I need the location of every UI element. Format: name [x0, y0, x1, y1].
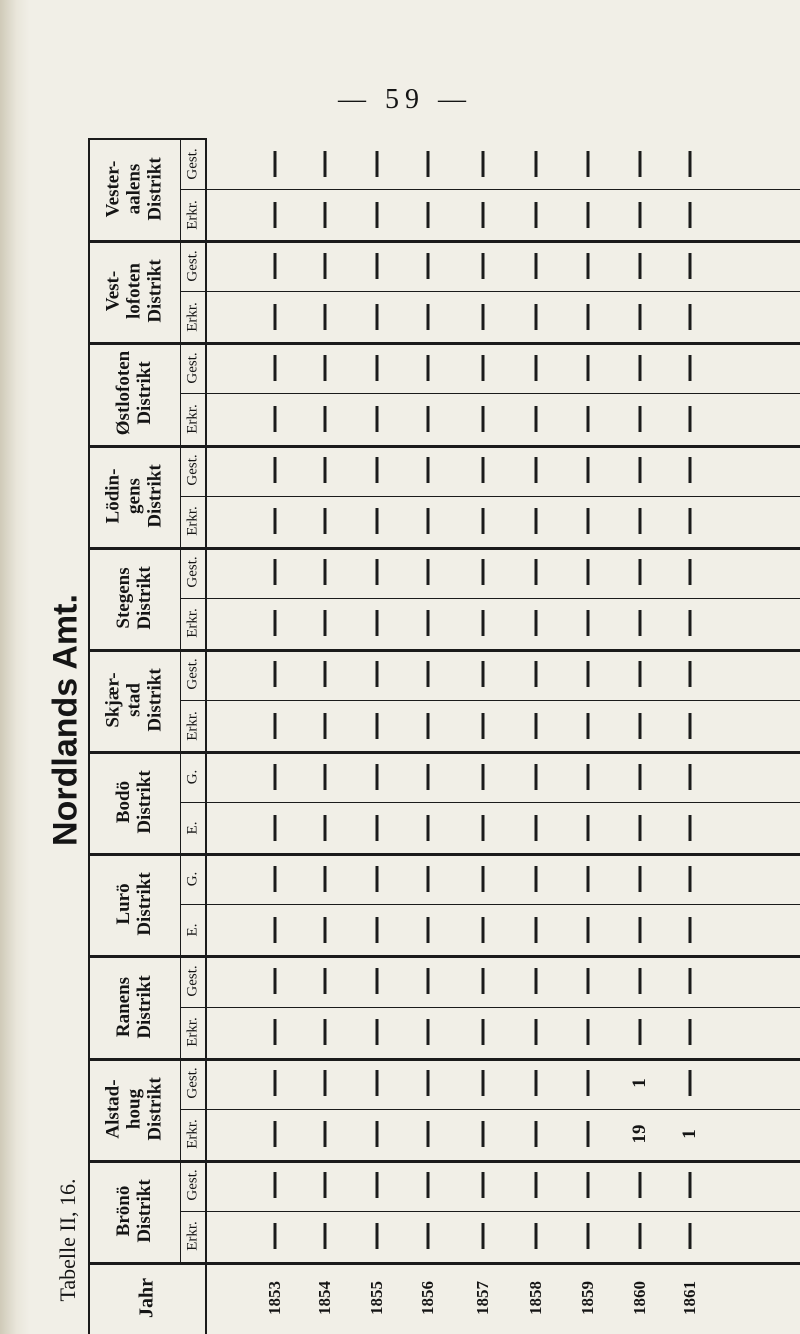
erkr-label: Erkr.: [184, 1221, 200, 1252]
empty-cell-dash: [274, 917, 277, 943]
empty-cell-dash: [535, 1070, 538, 1096]
empty-cell-dash: [587, 968, 590, 994]
subrow-divider: [180, 291, 800, 292]
subrow-divider: [180, 1109, 800, 1110]
empty-cell-dash: [535, 1019, 538, 1045]
empty-cell-dash: [324, 406, 327, 432]
empty-cell-dash: [324, 1019, 327, 1045]
district-name: Østlofoten Distrikt: [113, 351, 155, 436]
empty-cell-dash: [689, 406, 692, 432]
empty-cell-dash: [376, 508, 379, 534]
gest-label: Gest.: [184, 1169, 200, 1201]
empty-cell-dash: [324, 917, 327, 943]
empty-cell-dash: [535, 202, 538, 228]
empty-cell-dash: [274, 610, 277, 636]
empty-cell-dash: [689, 304, 692, 330]
empty-cell-dash: [376, 457, 379, 483]
empty-cell-dash: [639, 202, 642, 228]
empty-cell-dash: [535, 559, 538, 585]
erkr-label: Erkr.: [184, 710, 200, 741]
empty-cell-dash: [587, 304, 590, 330]
table-cell: 1: [629, 1078, 650, 1088]
empty-cell-dash: [376, 866, 379, 892]
empty-cell-dash: [324, 815, 327, 841]
empty-cell-dash: [427, 1223, 430, 1249]
empty-cell-dash: [274, 1070, 277, 1096]
empty-cell-dash: [639, 815, 642, 841]
district-divider: [88, 445, 800, 448]
empty-cell-dash: [587, 1121, 590, 1147]
empty-cell-dash: [376, 968, 379, 994]
empty-cell-dash: [587, 1070, 590, 1096]
empty-cell-dash: [689, 151, 692, 177]
empty-cell-dash: [324, 355, 327, 381]
empty-cell-dash: [274, 1172, 277, 1198]
empty-cell-dash: [689, 661, 692, 687]
district-divider: [88, 1058, 800, 1061]
empty-cell-dash: [274, 355, 277, 381]
empty-cell-dash: [689, 866, 692, 892]
empty-cell-dash: [274, 1121, 277, 1147]
empty-cell-dash: [274, 457, 277, 483]
empty-cell-dash: [535, 917, 538, 943]
gest-label: Gest.: [184, 454, 200, 486]
empty-cell-dash: [274, 253, 277, 279]
empty-cell-dash: [376, 815, 379, 841]
empty-cell-dash: [324, 457, 327, 483]
gest-label: Gest.: [184, 556, 200, 588]
empty-cell-dash: [427, 815, 430, 841]
empty-cell-dash: [639, 713, 642, 739]
empty-cell-dash: [639, 559, 642, 585]
empty-cell-dash: [535, 713, 538, 739]
empty-cell-dash: [427, 866, 430, 892]
empty-cell-dash: [689, 610, 692, 636]
year-label: 1860: [630, 1281, 649, 1315]
empty-cell-dash: [535, 508, 538, 534]
subrow-divider: [180, 598, 800, 599]
empty-cell-dash: [482, 610, 485, 636]
empty-cell-dash: [376, 917, 379, 943]
empty-cell-dash: [376, 713, 379, 739]
empty-cell-dash: [427, 713, 430, 739]
erkr-label: Erkr.: [184, 404, 200, 434]
empty-cell-dash: [376, 304, 379, 330]
empty-cell-dash: [274, 559, 277, 585]
erkr-label: Erkr.: [184, 506, 200, 536]
empty-cell-dash: [274, 968, 277, 994]
empty-cell-dash: [587, 508, 590, 534]
empty-cell-dash: [376, 202, 379, 228]
empty-cell-dash: [689, 713, 692, 739]
gest-label: Gest.: [184, 1067, 200, 1099]
empty-cell-dash: [639, 661, 642, 687]
empty-cell-dash: [639, 304, 642, 330]
empty-cell-dash: [376, 764, 379, 790]
empty-cell-dash: [376, 355, 379, 381]
empty-cell-dash: [482, 1223, 485, 1249]
empty-cell-dash: [535, 355, 538, 381]
erkr-label: Erkr.: [184, 608, 200, 639]
empty-cell-dash: [427, 661, 430, 687]
year-label: 1858: [526, 1281, 545, 1315]
empty-cell-dash: [274, 661, 277, 687]
empty-cell-dash: [324, 508, 327, 534]
empty-cell-dash: [427, 1172, 430, 1198]
empty-cell-dash: [274, 1019, 277, 1045]
jahr-label: Jahr: [135, 1278, 157, 1318]
empty-cell-dash: [535, 815, 538, 841]
district-name: Vest- lofoten Distrikt: [102, 259, 166, 323]
empty-cell-dash: [482, 764, 485, 790]
empty-cell-dash: [324, 610, 327, 636]
empty-cell-dash: [587, 815, 590, 841]
empty-cell-dash: [376, 559, 379, 585]
empty-cell-dash: [376, 151, 379, 177]
empty-cell-dash: [639, 151, 642, 177]
subrow-divider: [180, 700, 800, 701]
district-name: Vester- aalens Distrikt: [102, 157, 166, 221]
empty-cell-dash: [689, 968, 692, 994]
empty-cell-dash: [639, 1223, 642, 1249]
empty-cell-dash: [324, 1223, 327, 1249]
gest-label: G.: [184, 871, 200, 887]
empty-cell-dash: [587, 764, 590, 790]
district-divider: [88, 547, 800, 550]
empty-cell-dash: [535, 406, 538, 432]
empty-cell-dash: [482, 866, 485, 892]
table-left-border: [88, 138, 90, 1334]
empty-cell-dash: [535, 764, 538, 790]
empty-cell-dash: [587, 355, 590, 381]
district-divider: [88, 955, 800, 958]
empty-cell-dash: [482, 815, 485, 841]
district-divider: [88, 751, 800, 754]
empty-cell-dash: [689, 355, 692, 381]
empty-cell-dash: [482, 1121, 485, 1147]
empty-cell-dash: [427, 151, 430, 177]
district-divider: [88, 240, 800, 243]
subrow-divider: [180, 802, 800, 803]
empty-cell-dash: [482, 304, 485, 330]
subrow-divider: [180, 189, 800, 190]
empty-cell-dash: [427, 355, 430, 381]
empty-cell-dash: [324, 661, 327, 687]
empty-cell-dash: [482, 253, 485, 279]
empty-cell-dash: [587, 406, 590, 432]
gest-label: Gest.: [184, 658, 200, 691]
district-name: Bodö Distrikt: [113, 770, 155, 834]
empty-cell-dash: [376, 1223, 379, 1249]
erkr-label: Erkr.: [184, 199, 200, 230]
empty-cell-dash: [376, 661, 379, 687]
empty-cell-dash: [427, 253, 430, 279]
empty-cell-dash: [689, 917, 692, 943]
empty-cell-dash: [587, 202, 590, 228]
district-name: Lurö Distrikt: [113, 872, 155, 937]
empty-cell-dash: [324, 253, 327, 279]
empty-cell-dash: [324, 1121, 327, 1147]
empty-cell-dash: [427, 304, 430, 330]
empty-cell-dash: [587, 1019, 590, 1045]
gest-label: Gest.: [184, 352, 200, 384]
empty-cell-dash: [482, 917, 485, 943]
empty-cell-dash: [639, 253, 642, 279]
year-label: 1853: [265, 1281, 284, 1315]
empty-cell-dash: [535, 304, 538, 330]
empty-cell-dash: [587, 1223, 590, 1249]
erkr-label: Erkr.: [184, 1119, 200, 1150]
district-divider: [88, 342, 800, 345]
erkr-label: Erkr.: [184, 302, 200, 332]
scan-edge: [0, 0, 30, 1334]
empty-cell-dash: [689, 457, 692, 483]
district-name: Alstad- houg Distrikt: [102, 1077, 166, 1141]
empty-cell-dash: [689, 815, 692, 841]
empty-cell-dash: [535, 866, 538, 892]
district-divider: [88, 853, 800, 856]
gest-label: G.: [184, 769, 200, 784]
empty-cell-dash: [482, 968, 485, 994]
empty-cell-dash: [324, 713, 327, 739]
empty-cell-dash: [274, 713, 277, 739]
empty-cell-dash: [427, 917, 430, 943]
empty-cell-dash: [324, 151, 327, 177]
empty-cell-dash: [427, 968, 430, 994]
empty-cell-dash: [324, 1172, 327, 1198]
empty-cell-dash: [427, 508, 430, 534]
district-divider: [88, 1160, 800, 1163]
empty-cell-dash: [324, 764, 327, 790]
empty-cell-dash: [689, 764, 692, 790]
empty-cell-dash: [427, 1121, 430, 1147]
empty-cell-dash: [376, 1121, 379, 1147]
district-name: Ranens Distrikt: [113, 974, 155, 1039]
empty-cell-dash: [535, 610, 538, 636]
year-label: 1856: [418, 1281, 437, 1315]
empty-cell-dash: [274, 815, 277, 841]
year-label: 1859: [578, 1281, 597, 1315]
empty-cell-dash: [482, 355, 485, 381]
district-name: Brönö Distrikt: [113, 1179, 155, 1243]
empty-cell-dash: [324, 866, 327, 892]
district-name: Lödin- gens Distrikt: [102, 463, 166, 528]
empty-cell-dash: [587, 253, 590, 279]
amt-title: Nordlands Amt.: [46, 594, 85, 846]
empty-cell-dash: [639, 866, 642, 892]
empty-cell-dash: [274, 764, 277, 790]
empty-cell-dash: [535, 253, 538, 279]
empty-cell-dash: [376, 610, 379, 636]
empty-cell-dash: [639, 457, 642, 483]
table-cell: 19: [629, 1124, 650, 1144]
district-divider: [88, 649, 800, 652]
empty-cell-dash: [689, 1223, 692, 1249]
empty-cell-dash: [639, 508, 642, 534]
empty-cell-dash: [689, 508, 692, 534]
empty-cell-dash: [587, 917, 590, 943]
empty-cell-dash: [376, 1172, 379, 1198]
empty-cell-dash: [639, 406, 642, 432]
empty-cell-dash: [427, 610, 430, 636]
empty-cell-dash: [274, 406, 277, 432]
empty-cell-dash: [274, 151, 277, 177]
empty-cell-dash: [482, 559, 485, 585]
empty-cell-dash: [587, 151, 590, 177]
gest-label: Gest.: [184, 250, 200, 282]
empty-cell-dash: [639, 1172, 642, 1198]
empty-cell-dash: [482, 1019, 485, 1045]
empty-cell-dash: [427, 559, 430, 585]
district-name: Stegens Distrikt: [113, 566, 155, 630]
jahr-row-border: [88, 1262, 800, 1265]
empty-cell-dash: [535, 661, 538, 687]
empty-cell-dash: [689, 1172, 692, 1198]
empty-cell-dash: [639, 610, 642, 636]
gest-label: Gest.: [184, 147, 200, 180]
empty-cell-dash: [587, 661, 590, 687]
empty-cell-dash: [587, 713, 590, 739]
empty-cell-dash: [427, 1019, 430, 1045]
empty-cell-dash: [376, 406, 379, 432]
empty-cell-dash: [482, 457, 485, 483]
table-reference: Tabelle II, 16.: [55, 1178, 80, 1302]
empty-cell-dash: [689, 1070, 692, 1096]
year-label: 1854: [315, 1281, 334, 1315]
empty-cell-dash: [324, 968, 327, 994]
gest-label: Gest.: [184, 965, 200, 997]
empty-cell-dash: [587, 1172, 590, 1198]
erkr-label: Erkr.: [184, 1017, 200, 1047]
empty-cell-dash: [324, 304, 327, 330]
empty-cell-dash: [535, 1223, 538, 1249]
empty-cell-dash: [427, 1070, 430, 1096]
empty-cell-dash: [274, 202, 277, 228]
empty-cell-dash: [639, 968, 642, 994]
year-label: 1861: [680, 1281, 699, 1315]
empty-cell-dash: [639, 917, 642, 943]
empty-cell-dash: [376, 1019, 379, 1045]
district-name: Skjær- stad Distrikt: [102, 668, 166, 732]
subrow-divider: [180, 1007, 800, 1008]
empty-cell-dash: [639, 764, 642, 790]
empty-cell-dash: [689, 202, 692, 228]
empty-cell-dash: [689, 559, 692, 585]
empty-cell-dash: [274, 1223, 277, 1249]
subrow-divider: [180, 496, 800, 497]
subrow-divider: [180, 1211, 800, 1212]
empty-cell-dash: [324, 559, 327, 585]
empty-cell-dash: [274, 866, 277, 892]
empty-cell-dash: [587, 610, 590, 636]
empty-cell-dash: [587, 457, 590, 483]
erkr-label: E.: [184, 923, 200, 937]
empty-cell-dash: [482, 1172, 485, 1198]
subrow-divider: [180, 393, 800, 394]
empty-cell-dash: [427, 457, 430, 483]
empty-cell-dash: [535, 1121, 538, 1147]
year-label: 1857: [473, 1281, 492, 1315]
table-top-border: [88, 138, 205, 140]
empty-cell-dash: [482, 713, 485, 739]
empty-cell-dash: [535, 1172, 538, 1198]
empty-cell-dash: [639, 1019, 642, 1045]
year-label: 1855: [367, 1281, 386, 1315]
empty-cell-dash: [587, 559, 590, 585]
empty-cell-dash: [587, 866, 590, 892]
empty-cell-dash: [535, 968, 538, 994]
empty-cell-dash: [482, 406, 485, 432]
erkr-label: E.: [184, 821, 200, 835]
page-number: — 59 —: [338, 84, 472, 115]
empty-cell-dash: [324, 202, 327, 228]
empty-cell-dash: [482, 661, 485, 687]
empty-cell-dash: [482, 1070, 485, 1096]
empty-cell-dash: [376, 1070, 379, 1096]
empty-cell-dash: [689, 253, 692, 279]
empty-cell-dash: [376, 253, 379, 279]
empty-cell-dash: [482, 202, 485, 228]
empty-cell-dash: [639, 355, 642, 381]
empty-cell-dash: [427, 764, 430, 790]
empty-cell-dash: [482, 508, 485, 534]
label-column-border: [205, 138, 207, 1334]
empty-cell-dash: [482, 151, 485, 177]
empty-cell-dash: [535, 151, 538, 177]
table-cell: 1: [679, 1129, 700, 1140]
empty-cell-dash: [427, 202, 430, 228]
empty-cell-dash: [427, 406, 430, 432]
empty-cell-dash: [689, 1019, 692, 1045]
empty-cell-dash: [324, 1070, 327, 1096]
empty-cell-dash: [535, 457, 538, 483]
empty-cell-dash: [274, 304, 277, 330]
subrow-divider: [180, 904, 800, 905]
empty-cell-dash: [274, 508, 277, 534]
